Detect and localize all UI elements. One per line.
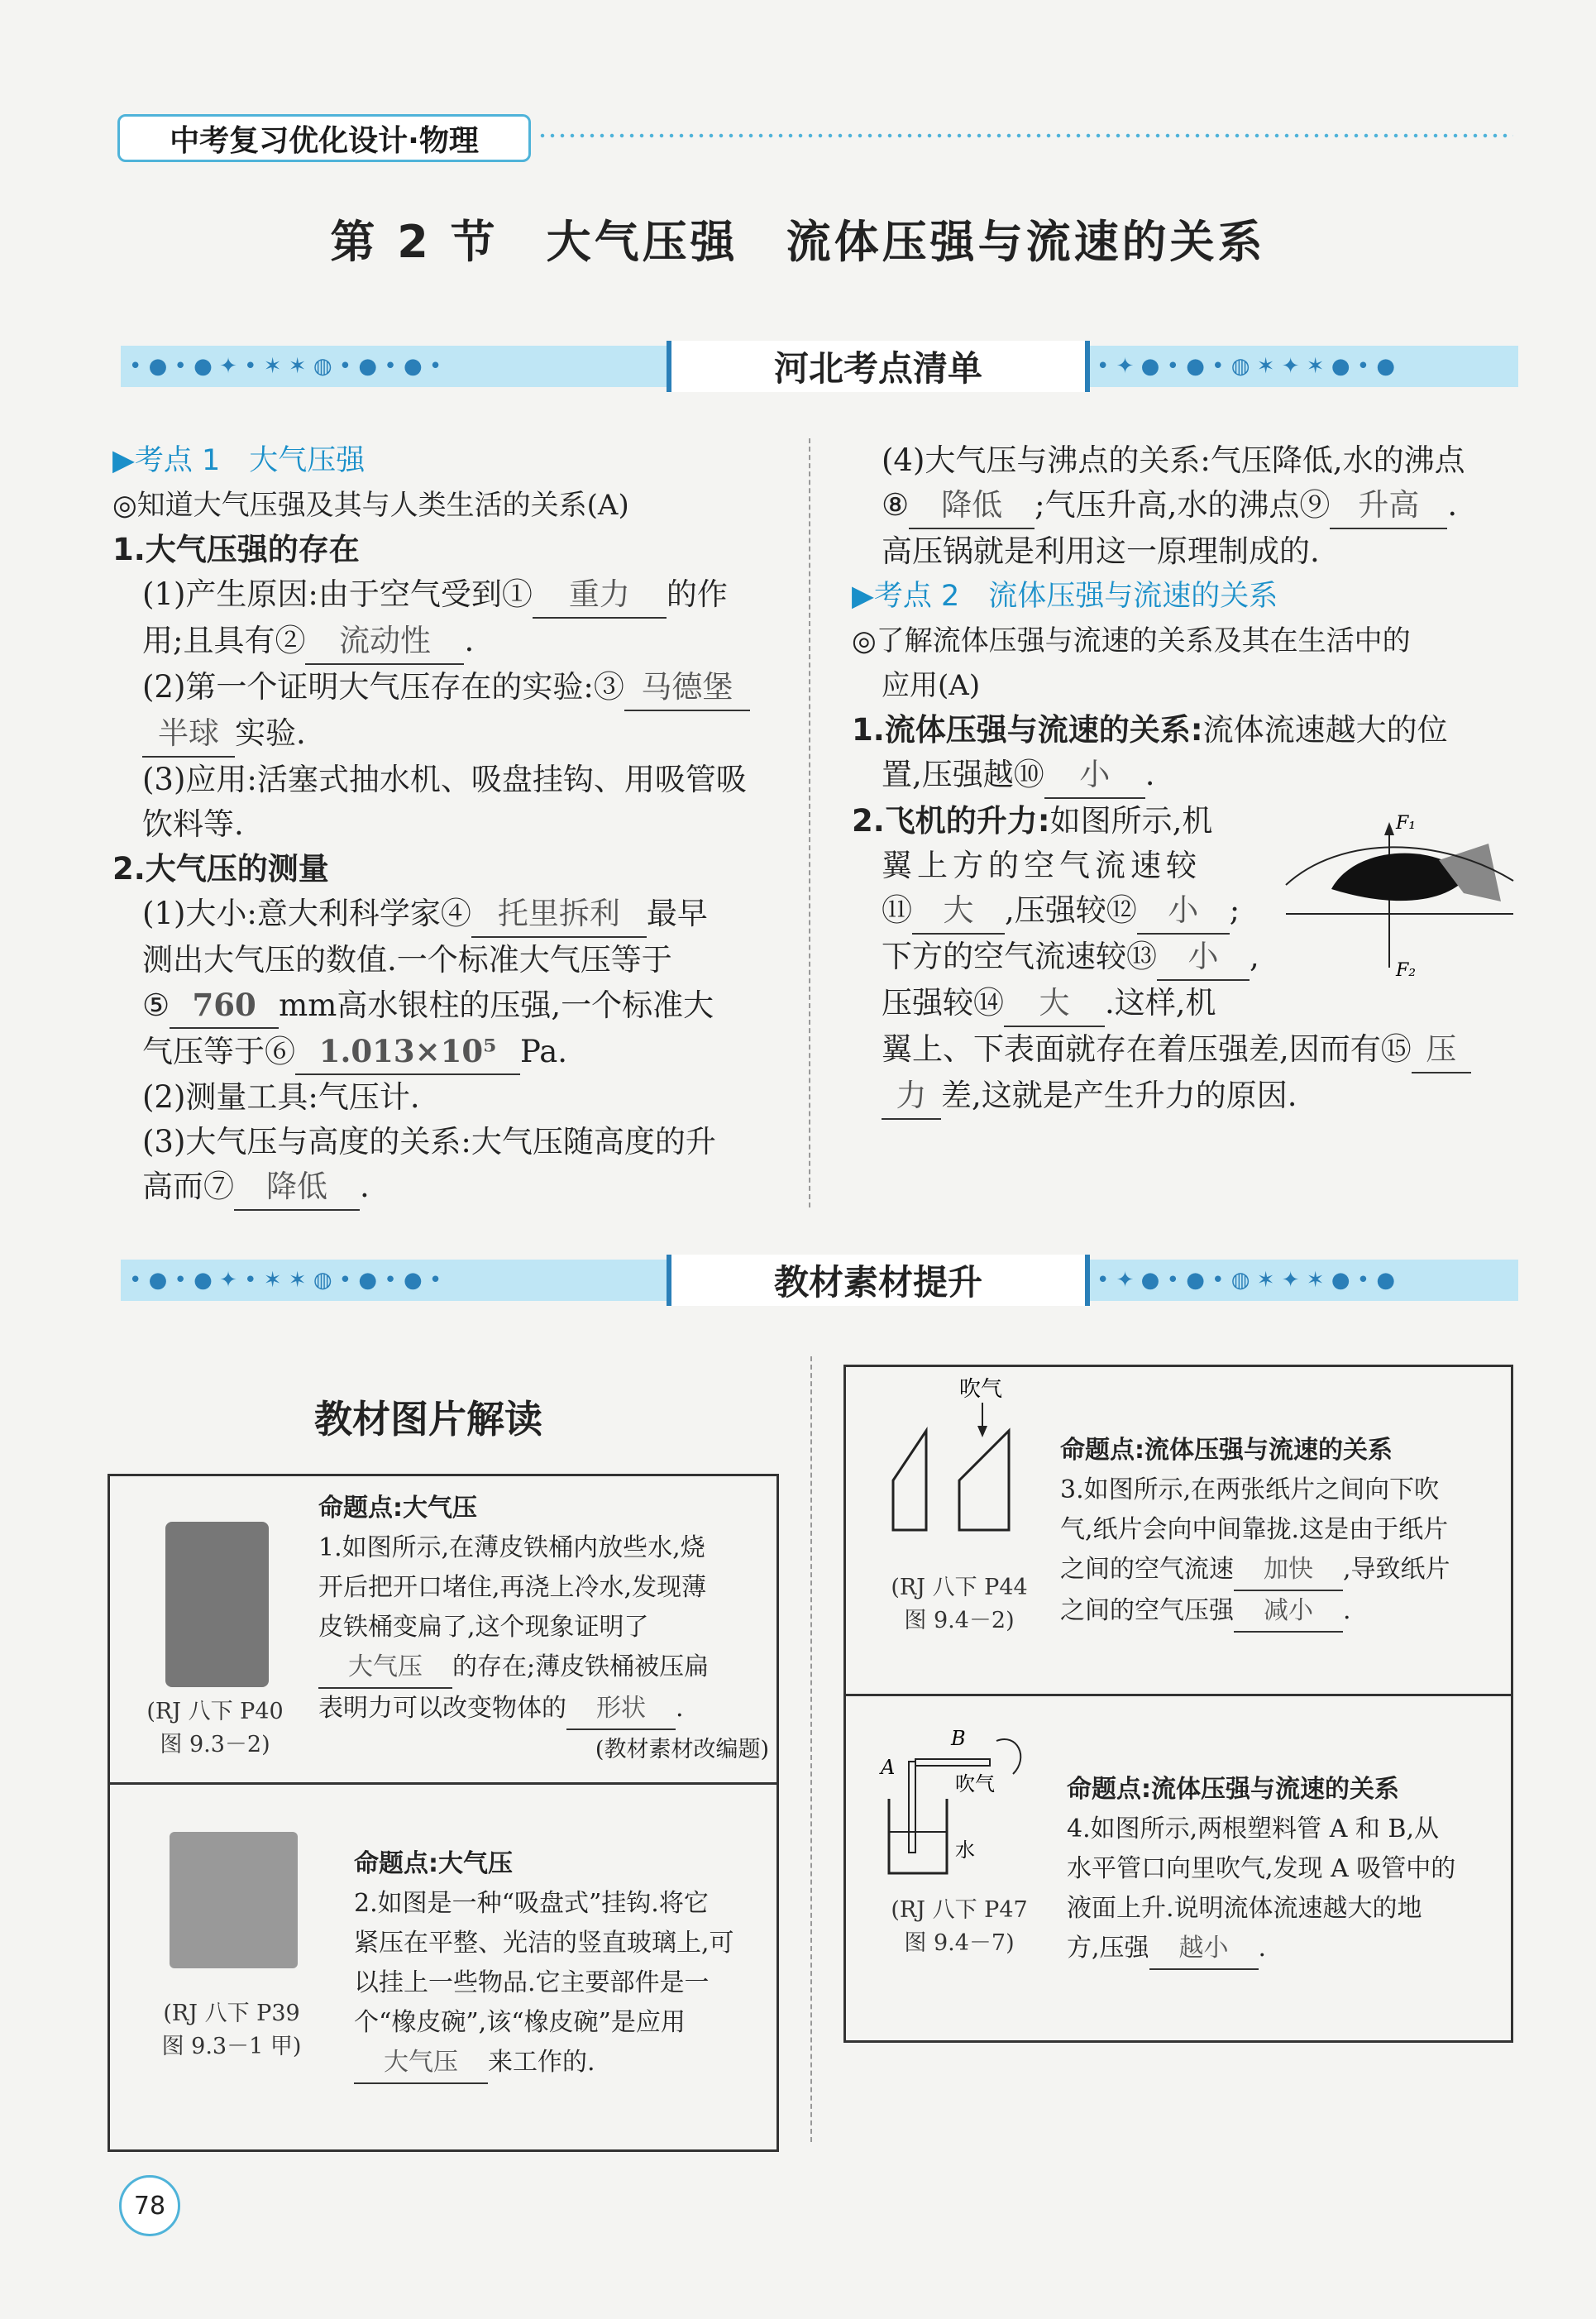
kp2-objective-2: 应用(A) xyxy=(882,669,981,702)
caption-line: 图 9.4－7) xyxy=(904,1930,1015,1956)
lower-divider xyxy=(810,1356,812,2142)
text: 之间的空气压强 xyxy=(1060,1596,1234,1625)
text: (2)第一个证明大气压存在的实验:③ xyxy=(142,669,624,705)
answer-2: 流动性 xyxy=(305,619,464,665)
section-title-checklist: 河北考点清单 xyxy=(667,341,1090,392)
line-boiling: (4)大气压与沸点的关系:气压降低,水的沸点 xyxy=(882,442,1465,478)
q1-text xyxy=(318,1489,769,1770)
q1-line: 开后把开口堵住,再浇上冷水,发现薄 xyxy=(318,1573,707,1602)
text: ⑧ xyxy=(882,487,910,523)
q3-line xyxy=(1060,1550,1507,1591)
f2-label: F₂ xyxy=(1396,960,1417,981)
answer-11: 大 xyxy=(912,888,1005,935)
caption-line: 图 9.3－2) xyxy=(160,1732,270,1757)
q2-line xyxy=(354,2043,772,2084)
tube-b xyxy=(915,1759,990,1766)
q3-line xyxy=(1060,1591,1507,1633)
series-header: 中考复习优化设计·物理 xyxy=(117,114,531,162)
caption-line: (RJ 八下 P44 xyxy=(891,1575,1028,1600)
tube-b-label: B xyxy=(951,1727,966,1750)
paper-left xyxy=(893,1431,926,1530)
q4-answer-1: 越小 xyxy=(1149,1929,1259,1970)
wing-figure xyxy=(1273,810,1522,984)
q2-line: 以挂上一些物品.它主要部件是一 xyxy=(354,1968,710,1997)
caption-line: 图 9.3－1 甲) xyxy=(161,2034,302,2059)
line-mmhg xyxy=(112,983,782,1029)
text: ⑤ xyxy=(142,987,170,1023)
blow-arrowhead xyxy=(977,1426,987,1437)
text: , xyxy=(1250,939,1259,974)
q1-line: 皮铁桶变扁了,这个现象证明了 xyxy=(318,1613,649,1642)
text: 2.飞机的升力: xyxy=(852,803,1050,839)
kp1-objective: ◎知道大气压强及其与人类生活的关系(A) xyxy=(112,489,629,522)
text: . xyxy=(676,1694,684,1723)
caption-line: (RJ 八下 P39 xyxy=(163,2001,300,2026)
answer-14: 大 xyxy=(1004,981,1105,1027)
face-outline xyxy=(996,1739,1020,1774)
textbook-subtitle: 教材图片解读 xyxy=(314,1397,542,1442)
text: . xyxy=(1258,1934,1267,1963)
text: 高而⑦ xyxy=(142,1169,234,1204)
tube-a-label: A xyxy=(881,1756,896,1779)
line-cause xyxy=(112,572,782,619)
line-height-2 xyxy=(112,1164,782,1211)
q1-topic: 命题点:大气压 xyxy=(318,1494,477,1523)
text: ,压强较⑫ xyxy=(1005,892,1137,928)
page-number: 78 xyxy=(119,2175,180,2236)
text: 1.流体压强与流速的关系: xyxy=(852,712,1203,748)
line-lift xyxy=(852,799,1265,844)
text: (1)产生原因:由于空气受到① xyxy=(142,576,533,612)
q4-line xyxy=(1067,1929,1509,1970)
q2-line: 个“橡皮碗”,该“橡皮碗”是应用 xyxy=(354,2008,686,2037)
line-size xyxy=(112,892,782,938)
line-experiment-2 xyxy=(112,711,782,758)
paper-blow-figure xyxy=(877,1373,1042,1563)
q1-caption xyxy=(124,1695,306,1762)
line-cooker: 高压锅就是利用这一原理制成的. xyxy=(882,533,1320,569)
q1-line: 1.如图所示,在薄皮铁桶内放些水,烧 xyxy=(318,1533,705,1562)
text: 差,这就是产生升力的原因. xyxy=(941,1078,1297,1113)
text: 方,压强 xyxy=(1067,1934,1149,1963)
header-dotted-rule xyxy=(538,132,1513,139)
text: (1)大小:意大利科学家④ xyxy=(142,896,471,931)
q3-line: 3.如图所示,在两张纸片之间向下吹 xyxy=(1060,1475,1440,1504)
band-decoration-left: • ● • ● ✦ • ✶ ✶ ◍ • ● • ● • xyxy=(129,1268,442,1293)
box-separator-left xyxy=(108,1782,779,1785)
q3-answer-1: 加快 xyxy=(1234,1550,1343,1591)
band-decoration-left: • ● • ● ✦ • ✶ ✶ ◍ • ● • ● • xyxy=(129,354,442,379)
answer-13: 小 xyxy=(1157,935,1250,981)
text: 如图所示,机 xyxy=(1049,803,1213,839)
line-tool: (2)测量工具:气压计. xyxy=(142,1079,420,1115)
iron-bucket-photo xyxy=(165,1522,269,1687)
box-separator-right xyxy=(843,1694,1513,1696)
text: 翼上、下表面就存在着压强差,因而有⑮ xyxy=(882,1031,1412,1067)
answer-12: 小 xyxy=(1137,888,1230,935)
answer-1: 重力 xyxy=(533,572,667,619)
text: 的存在;薄皮铁桶被压扁 xyxy=(452,1652,710,1681)
answer-7: 降低 xyxy=(234,1164,360,1211)
text: 最早 xyxy=(646,896,708,931)
q2-line: 紧压在平整、光洁的竖直玻璃上,可 xyxy=(354,1929,734,1958)
q4-text xyxy=(1067,1770,1509,1970)
beaker xyxy=(889,1799,947,1873)
line-fluidity xyxy=(112,619,782,665)
q4-line: 4.如图所示,两根塑料管 A 和 B,从 xyxy=(1067,1815,1440,1843)
q4-line: 液面上升.说明流体流速越大的地 xyxy=(1067,1894,1422,1923)
answer-8: 降低 xyxy=(909,483,1035,529)
answer-15b: 力 xyxy=(882,1073,941,1120)
q1-line xyxy=(318,1689,769,1730)
band-decoration-right: • ✦ ● • ● • ◍ ✶ ✦ ✶ ● • ● xyxy=(1097,354,1396,379)
text: Pa. xyxy=(520,1034,568,1069)
q4-caption xyxy=(860,1894,1058,1960)
page-title: 第 2 节 大气压强 流体压强与流速的关系 xyxy=(330,216,1266,268)
answer-15a: 压 xyxy=(1412,1027,1471,1073)
kp2-objective: ◎了解流体压强与流速的关系及其在生活中的 xyxy=(852,624,1411,657)
answer-4: 托里拆利 xyxy=(471,892,647,938)
kp2-heading: ▶考点 2 流体压强与流速的关系 xyxy=(852,580,1278,613)
q2-caption xyxy=(132,1997,331,2063)
q3-line: 气,纸片会向中间靠拢.这是由于纸片 xyxy=(1060,1515,1449,1544)
section-band-checklist xyxy=(121,346,1518,387)
answer-9: 升高 xyxy=(1330,483,1447,529)
line-wing-top: 翼上方的空气流速较 xyxy=(882,848,1202,883)
section-band-textbook xyxy=(121,1260,1518,1301)
q3-topic: 命题点:流体压强与流速的关系 xyxy=(1060,1436,1393,1465)
q2-line: 2.如图是一种“吸盘式”挂钩.将它 xyxy=(354,1889,709,1918)
text: . xyxy=(360,1169,370,1204)
column-divider xyxy=(809,438,810,1207)
answer-6: 1.013×10⁵ xyxy=(295,1029,520,1075)
text: 的作 xyxy=(666,576,728,612)
q1-answer-1: 大气压 xyxy=(318,1647,452,1689)
text: . xyxy=(1144,757,1155,792)
heading-existence: 1.大气压强的存在 xyxy=(112,532,360,567)
answer-3b: 半球 xyxy=(142,711,235,758)
line-height: (3)大气压与高度的关系:大气压随高度的升 xyxy=(142,1124,716,1160)
caption-line: (RJ 八下 P47 xyxy=(891,1897,1028,1923)
line-pressure-diff xyxy=(852,1027,1522,1073)
text: 用;且具有② xyxy=(142,623,306,658)
line-fluid-relation-2 xyxy=(852,753,1522,799)
section-title-textbook: 教材素材提升 xyxy=(667,1255,1090,1306)
straw-figure xyxy=(872,1724,1046,1890)
text: 气压等于⑥ xyxy=(142,1034,295,1069)
text: ⑪ xyxy=(882,892,912,928)
q3-caption xyxy=(860,1571,1058,1638)
q2-topic: 命题点:大气压 xyxy=(354,1849,513,1878)
right-column xyxy=(852,438,1522,1120)
line-pressure-diff-2 xyxy=(852,1073,1522,1120)
text: 来工作的. xyxy=(488,2048,595,2077)
line-fluid-relation xyxy=(852,708,1522,753)
q1-line xyxy=(318,1647,769,1689)
caption-line: 图 9.4－2) xyxy=(904,1608,1015,1633)
line-experiment xyxy=(112,665,782,711)
text: 之间的空气流速 xyxy=(1060,1555,1234,1584)
f1-arrowhead xyxy=(1384,822,1394,835)
q1-source: (教材素材改编题) xyxy=(595,1737,769,1762)
caption-line: (RJ 八下 P40 xyxy=(146,1699,284,1724)
tube-a xyxy=(909,1762,915,1853)
line-wing-pressure xyxy=(852,981,1522,1027)
blow-label-2: 吹气 xyxy=(955,1772,995,1795)
line-standard: 测出大气压的数值.一个标准大气压等于 xyxy=(142,942,672,978)
text: .这样,机 xyxy=(1105,985,1216,1021)
band-decoration-right: • ✦ ● • ● • ◍ ✶ ✦ ✶ ● • ● xyxy=(1097,1268,1396,1293)
text: 下方的空气流速较⑬ xyxy=(882,939,1157,974)
text: . xyxy=(1343,1596,1351,1625)
answer-5: 760 xyxy=(170,983,279,1029)
text: . xyxy=(464,623,475,658)
q1-answer-2: 形状 xyxy=(566,1689,676,1730)
text: ,导致纸片 xyxy=(1343,1555,1450,1584)
q2-answer-1: 大气压 xyxy=(354,2043,488,2084)
text: ; xyxy=(1229,892,1240,928)
blow-label: 吹气 xyxy=(959,1377,1003,1402)
suction-hook-photo xyxy=(170,1832,298,1968)
line-application: (3)应用:活塞式抽水机、吸盘挂钩、用吸管吸 xyxy=(142,762,747,797)
q3-text xyxy=(1060,1431,1507,1633)
line-application-2: 饮料等. xyxy=(142,806,244,842)
line-pa xyxy=(112,1029,782,1075)
text: 压强较⑭ xyxy=(882,985,1004,1021)
text: ;气压升高,水的沸点⑨ xyxy=(1035,487,1331,523)
heading-measure: 2.大气压的测量 xyxy=(112,851,329,887)
line-boiling-2 xyxy=(852,483,1522,529)
answer-10: 小 xyxy=(1044,753,1145,799)
text: 实验. xyxy=(235,715,306,751)
kp1-heading: ▶考点 1 大气压强 xyxy=(112,444,366,477)
q4-line: 水平管口向里吹气,发现 A 吸管中的 xyxy=(1067,1854,1456,1883)
paper-right xyxy=(959,1431,1009,1530)
text: 流体流速越大的位 xyxy=(1202,712,1448,748)
left-column xyxy=(112,438,782,1211)
q4-topic: 命题点:流体压强与流速的关系 xyxy=(1067,1775,1399,1804)
f1-label: F₁ xyxy=(1396,813,1417,834)
water-label: 水 xyxy=(955,1838,975,1862)
answer-3a: 马德堡 xyxy=(624,665,750,711)
text: 表明力可以改变物体的 xyxy=(318,1694,566,1723)
q3-answer-2: 减小 xyxy=(1234,1591,1343,1633)
text: . xyxy=(1447,487,1458,523)
wing-tail xyxy=(1439,844,1501,901)
text: 置,压强越⑩ xyxy=(882,757,1044,792)
text: mm高水银柱的压强,一个标准大 xyxy=(279,987,714,1023)
q2-text xyxy=(354,1844,772,2084)
